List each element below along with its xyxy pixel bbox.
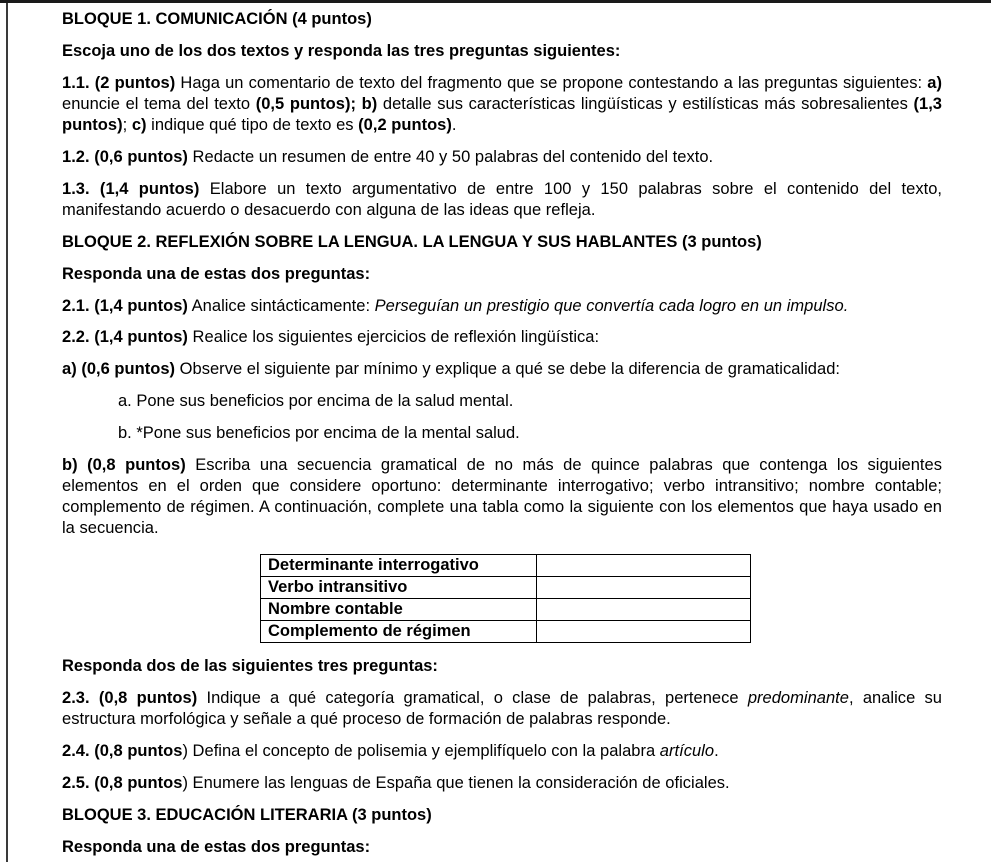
question-2-5 xyxy=(62,773,942,794)
grammar-table-wrapper xyxy=(62,554,942,643)
question-2-2-a-text: Observe el siguiente par mínimo y explique a qué se debe la diferencia de gramaticalidad: xyxy=(175,360,840,379)
question-2-1-text: Analice sintácticamente: xyxy=(187,296,375,315)
bloque2-title: BLOQUE 2. REFLEXIÓN SOBRE LA LENGUA. LA LENGUA Y SUS HABLANTES (3 puntos) xyxy=(62,232,762,251)
question-2-3 xyxy=(62,688,942,730)
question-1-2-label: 1.2. (0,6 puntos) xyxy=(62,147,188,166)
question-2-2-b-label: b) (0,8 puntos) xyxy=(62,456,186,475)
question-1-3-text: Elabore un texto argumentativo de entre 100 y 150 palabras sobre el contenido del texto, manifestando acuerdo o desacuerdo con alguna de las ideas que refleja. xyxy=(62,179,942,219)
table-cell-label: Verbo intransitivo xyxy=(261,577,537,599)
question-2-3-word: predominante xyxy=(747,689,849,708)
table-cell-answer[interactable] xyxy=(537,555,751,577)
table-cell-answer[interactable] xyxy=(537,621,751,643)
question-2-4 xyxy=(62,741,942,762)
table-cell-answer[interactable] xyxy=(537,577,751,599)
question-2-1 xyxy=(62,296,942,317)
table-row xyxy=(261,599,751,621)
question-2-2-a xyxy=(62,359,942,380)
question-2-1-label: 2.1. (1,4 puntos) xyxy=(62,296,188,315)
question-2-5-text: Enumere las lenguas de España que tienen la consideración de oficiales. xyxy=(187,773,730,792)
question-1-1 xyxy=(62,73,942,136)
question-2-2-a-label: a) (0,6 puntos) xyxy=(62,360,176,379)
question-1-1-bold-points-02: (0,2 puntos) xyxy=(358,115,452,134)
question-1-3-label: 1.3. (1,4 puntos) xyxy=(62,179,200,198)
table-row xyxy=(261,555,751,577)
question-1-1-label: 1.1. (2 puntos) xyxy=(62,73,176,92)
question-2-5-label: 2.5. (0,8 puntos xyxy=(62,773,183,792)
question-1-2 xyxy=(62,147,942,168)
bloque1-instruction: Escoja uno de los dos textos y responda las tres preguntas siguientes: xyxy=(62,41,621,60)
bloque1-title: BLOQUE 1. COMUNICACIÓN (4 puntos) xyxy=(62,10,372,28)
question-2-3-label: 2.3. (0,8 puntos) xyxy=(62,689,198,708)
page-left-rule xyxy=(6,3,8,862)
question-2-3-text-2: , analice su estructura morfológica y señale a qué proceso de formación de palabras responde. xyxy=(62,689,942,729)
question-2-2-label: 2.2. (1,4 puntos) xyxy=(62,328,188,347)
question-2-4-word: artículo xyxy=(659,741,715,760)
list-item-a: a. Pone sus beneficios por encima de la salud mental. xyxy=(118,392,514,411)
table-cell-answer[interactable] xyxy=(537,599,751,621)
question-2-4-text-1: Defina el concepto de polisemia y ejemplifíquelo con la palabra xyxy=(187,741,660,760)
bloque3-instruction: Responda una de estas dos preguntas: xyxy=(62,837,371,856)
question-2-2 xyxy=(62,327,942,348)
question-1-1-text-2: enuncie el tema del texto xyxy=(62,94,256,113)
question-1-1-text-6: . xyxy=(451,115,457,134)
instruction-three-questions: Responda dos de las siguientes tres preguntas: xyxy=(62,657,438,676)
question-2-2-b xyxy=(62,455,942,539)
question-1-1-bold-points-13: (1,3 puntos) xyxy=(62,94,942,134)
question-2-5-label-tail: ) xyxy=(182,773,188,792)
exam-content xyxy=(62,9,942,862)
question-2-2-text: Realice los siguientes ejercicios de reflexión lingüística: xyxy=(187,328,600,347)
question-2-2-b-text: Escriba una secuencia gramatical de no más de quince palabras que contenga los siguientes elementos en el orden que considere oportuno: determinante interrogativo; verbo intransitivo; nombre contable; complemento de régimen. A continuación, complete una tabla como la siguiente con los elementos que haya usado en la secuencia. xyxy=(62,456,942,538)
page-top-rule xyxy=(0,0,991,3)
question-2-3-text-1: Indique a qué categoría gramatical, o clase de palabras, pertenece xyxy=(197,689,748,708)
question-1-1-bold-c: c) xyxy=(131,115,147,134)
table-row xyxy=(261,621,751,643)
table-cell-label: Complemento de régimen xyxy=(261,621,537,643)
question-2-1-sentence: Perseguían un prestigio que convertía cada logro en un impulso. xyxy=(374,296,849,315)
question-1-1-bold-points-b: (0,5 puntos); b) xyxy=(255,94,378,113)
question-2-4-label-tail: ) xyxy=(182,741,188,760)
question-1-1-text-3: detalle sus características lingüísticas y estilísticas más sobresalientes xyxy=(377,94,914,113)
table-cell-label: Nombre contable xyxy=(261,599,537,621)
grammar-table xyxy=(260,554,751,643)
bloque3-title: BLOQUE 3. EDUCACIÓN LITERARIA (3 puntos) xyxy=(62,805,432,824)
question-1-3 xyxy=(62,179,942,221)
question-1-2-text: Redacte un resumen de entre 40 y 50 palabras del contenido del texto. xyxy=(187,147,714,166)
table-cell-label: Determinante interrogativo xyxy=(261,555,537,577)
question-1-1-text-5: indique qué tipo de texto es xyxy=(146,115,359,134)
table-row xyxy=(261,577,751,599)
bloque2-instruction: Responda una de estas dos preguntas: xyxy=(62,264,371,283)
question-2-4-label: 2.4. (0,8 puntos xyxy=(62,741,183,760)
question-1-1-text-4: ; xyxy=(122,115,132,134)
list-item-b: b. *Pone sus beneficios por encima de la mental salud. xyxy=(118,424,520,443)
question-2-4-text-2: . xyxy=(714,741,719,760)
question-1-1-text-1: Haga un comentario de texto del fragmento que se propone contestando a las preguntas siguientes: xyxy=(175,73,928,92)
question-1-1-bold-a: a) xyxy=(927,73,942,92)
